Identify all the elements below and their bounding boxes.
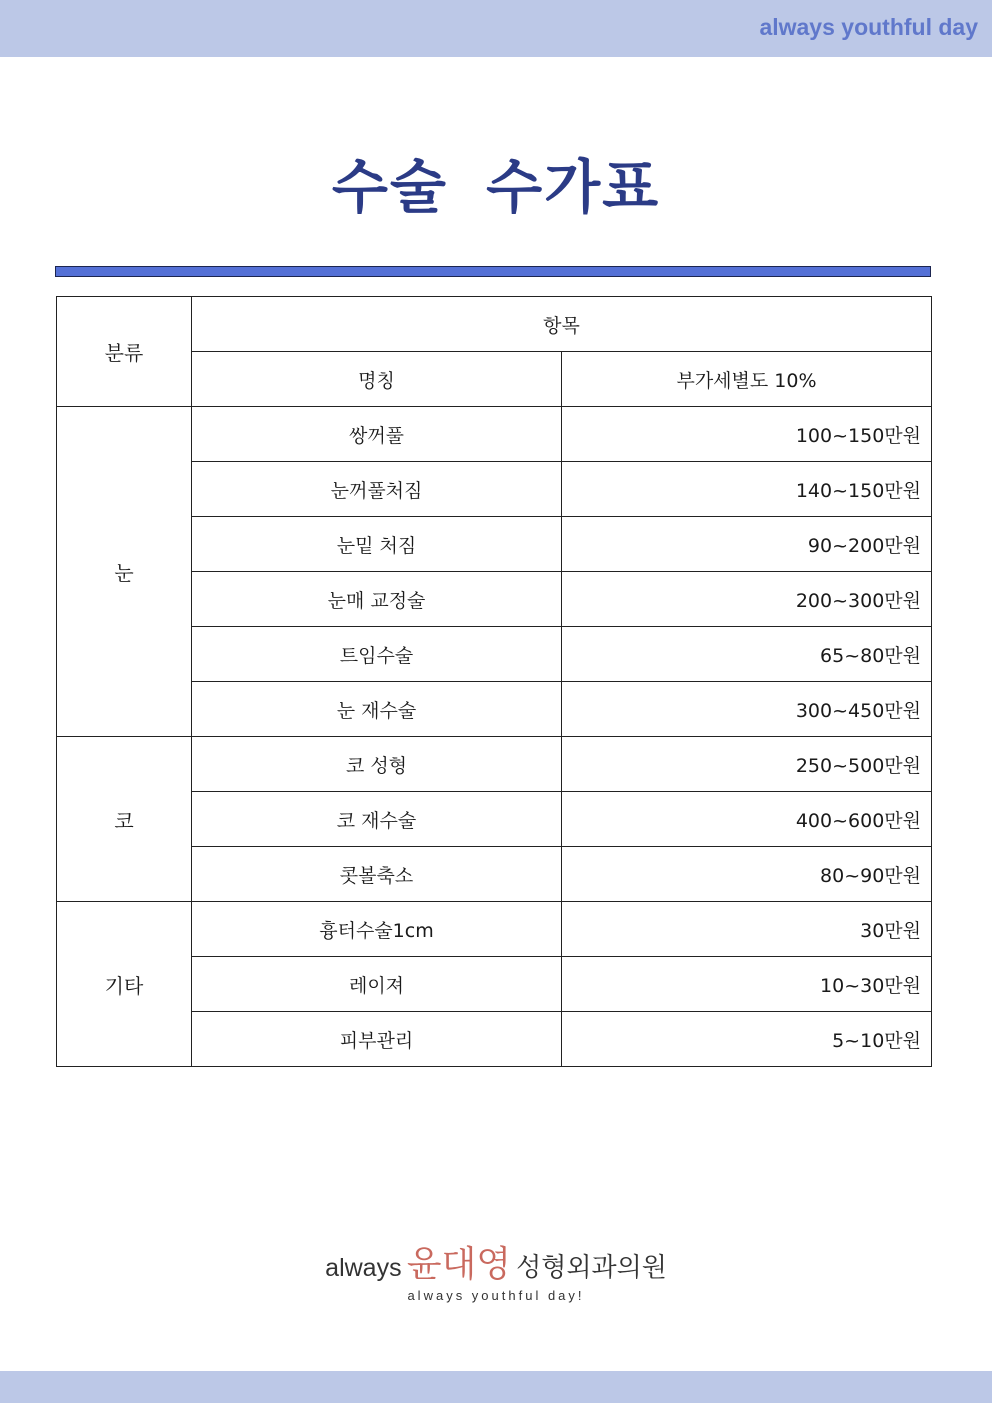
- price-header: 부가세별도 10%: [562, 352, 932, 407]
- title-divider: [55, 266, 931, 277]
- procedure-price: 200~300만원: [562, 572, 932, 627]
- procedure-name: 레이져: [192, 957, 562, 1012]
- procedure-name: 코 재수술: [192, 792, 562, 847]
- procedure-name: 눈 재수술: [192, 682, 562, 737]
- header-tagline: always youthful day: [759, 14, 978, 40]
- procedure-price: 250~500만원: [562, 737, 932, 792]
- category-nose: 코: [57, 737, 192, 902]
- page-title: 수술 수가표: [331, 153, 661, 221]
- name-header: 명칭: [192, 352, 562, 407]
- procedure-price: 400~600만원: [562, 792, 932, 847]
- procedure-price: 5~10만원: [562, 1012, 932, 1067]
- logo-always: always: [325, 1254, 402, 1282]
- item-header: 항목: [192, 297, 932, 352]
- procedure-price: 80~90만원: [562, 847, 932, 902]
- category-header: 분류: [57, 297, 192, 407]
- logo-clinic: 성형외과의원: [516, 1253, 667, 1283]
- logo-name: 윤대영: [406, 1244, 512, 1285]
- procedure-price: 90~200만원: [562, 517, 932, 572]
- category-eye: 눈: [57, 407, 192, 737]
- procedure-price: 30만원: [562, 902, 932, 957]
- procedure-price: 140~150만원: [562, 462, 932, 517]
- procedure-name: 쌍꺼풀: [192, 407, 562, 462]
- procedure-price: 300~450만원: [562, 682, 932, 737]
- table-row: [57, 737, 932, 792]
- procedure-price: 65~80만원: [562, 627, 932, 682]
- procedure-name: 콧볼축소: [192, 847, 562, 902]
- procedure-name: 피부관리: [192, 1012, 562, 1067]
- procedure-name: 눈꺼풀처짐: [192, 462, 562, 517]
- table-row: [57, 902, 932, 957]
- procedure-name: 눈밑 처짐: [192, 517, 562, 572]
- table-row: [57, 407, 932, 462]
- procedure-price: 100~150만원: [562, 407, 932, 462]
- procedure-name: 흉터수술1cm: [192, 902, 562, 957]
- procedure-name: 코 성형: [192, 737, 562, 792]
- procedure-name: 트임수술: [192, 627, 562, 682]
- table-header-row: [57, 297, 932, 352]
- bottom-band: [0, 1371, 992, 1403]
- clinic-logo: [0, 1236, 992, 1287]
- top-band: [0, 0, 992, 57]
- procedure-name: 눈매 교정술: [192, 572, 562, 627]
- logo-subtitle: always youthful day!: [407, 1288, 585, 1303]
- category-other: 기타: [57, 902, 192, 1067]
- procedure-price: 10~30만원: [562, 957, 932, 1012]
- fee-table: [56, 296, 932, 1067]
